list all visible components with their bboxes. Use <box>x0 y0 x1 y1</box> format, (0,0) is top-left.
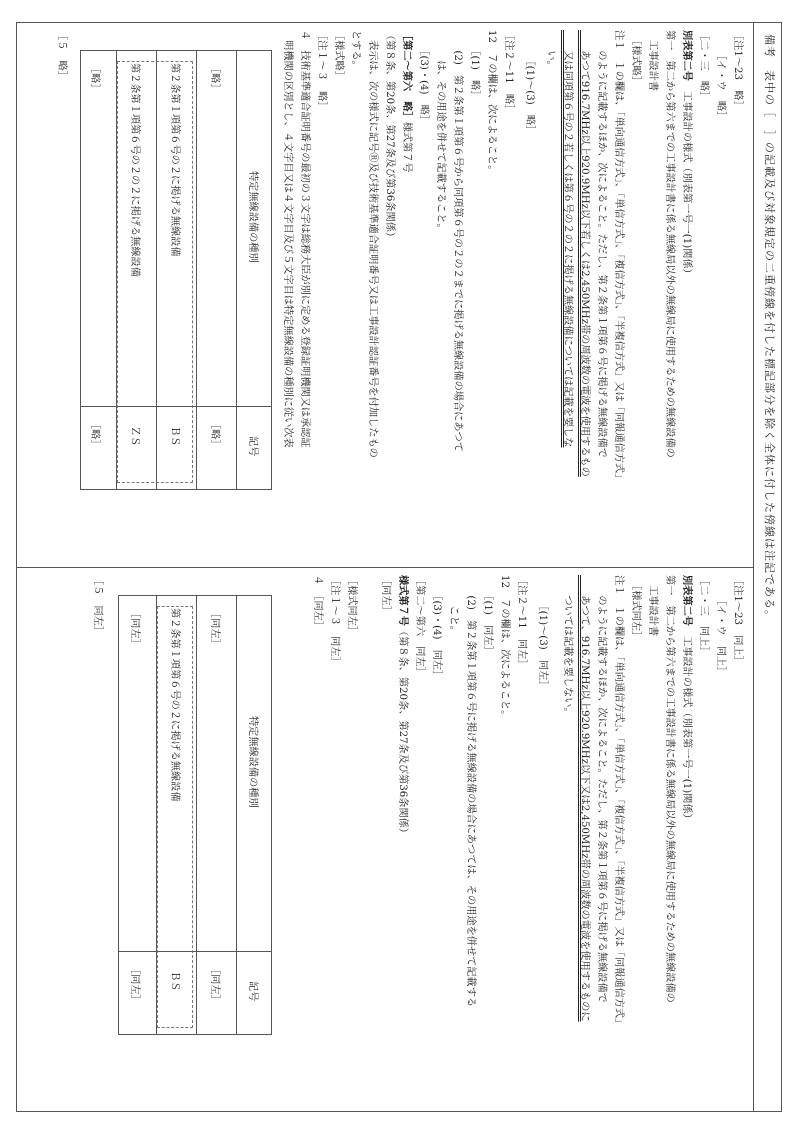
right-tail: ［５ 同左］ <box>92 575 103 637</box>
left-line: 明機関の区別とし、４文字目又は４文字目及び５文字目は特定無線設備の種別に従い次表 <box>282 30 293 448</box>
table-header: 記号 <box>247 436 258 457</box>
left-line: ［(3)・(4) 略］ <box>418 30 429 126</box>
right-heading: 別表第二号 <box>681 575 693 626</box>
left-heading: 別表第二号 <box>681 30 693 81</box>
table-cell: ［同左］ <box>129 608 140 649</box>
right-line: 注１ １の欄は、「単向通信方式」、「単信方式」、「複信方式」、「半複信方式」又は「同報通信方式」 <box>613 575 624 1029</box>
table-cell: ［略］ <box>209 419 220 450</box>
left-line: ［(1) 略］ <box>469 30 480 101</box>
table-cell: ＺＳ <box>129 426 140 447</box>
right-line: (2) 第２条第１項第６号に掲げる無線設備の場合にあつては、その用途を併せて記載する <box>465 575 476 1008</box>
left-line: ［様式略］ <box>630 30 641 87</box>
right-line: 工事設計書 <box>647 575 658 637</box>
left-line: あつて916.7MHz以上920.9MHz以下若しくは2,450MHz帯の周波数の電波を使用するもの <box>579 30 590 477</box>
right-line: ［イ・ウ 同上］ <box>715 595 726 677</box>
table-cell: ＢＳ <box>169 971 180 992</box>
right-line: ［注1～23 同上］ <box>732 575 743 666</box>
right-kind-table <box>118 595 272 1035</box>
left-line: ［様式略］ <box>333 30 344 81</box>
biko-note: 備考 表中の［ ］の記載及び対象規定の二重傍線を付した標記部分を除く全体に付した傍線は注記である。 <box>763 34 776 622</box>
table-header: 特定無線設備の種別 <box>247 716 258 808</box>
right-line: ［注２～11 同左］ <box>516 575 527 670</box>
left-line: 又は同項第６号の２若しくは第６号の２の２に掲げる無線設備については記載を要しな <box>562 30 573 448</box>
column-divider <box>16 567 754 568</box>
table-cell: 第２条第１項第６号の２の２に掲げる無線設備 <box>129 63 140 277</box>
right-line: ［(1) 同左］ <box>482 575 493 656</box>
left-line: は、その用途を併せて記載すること。 <box>435 30 446 234</box>
right-line: ［様式同左］ <box>346 575 357 637</box>
left-line: 工事設計の様式（別表第一号一(1)関係） <box>681 80 692 279</box>
table-cell: ［同左］ <box>129 964 140 1005</box>
table-cell: ［同左］ <box>209 608 220 649</box>
left-line: 第一 第二から第六までの工事設計書に係る無線局以外の無線局に使用するための無線設備の <box>664 30 675 458</box>
right-column <box>26 575 746 1103</box>
right-line: ［注１～３ 同左］ <box>329 575 340 667</box>
right-line: 工事設計の様式（別表第一号一(1)関係） <box>681 625 692 824</box>
table-cell: ［略］ <box>209 63 220 94</box>
right-line: ［(1)～(3) 同左］ <box>537 575 548 691</box>
left-line: 表示は、次の様式に記号Ⓡ及び技術基準適合証明番号又は工事設計認証番号を付加したもの <box>367 30 378 458</box>
right-line: ［様式同左］ <box>630 575 641 642</box>
left-line: ［二・三 略］ <box>698 30 709 102</box>
left-line: ［注２～11 略］ <box>503 30 514 115</box>
right-line: ついては記載を要しない。 <box>562 575 573 718</box>
table-cell: ［略］ <box>89 419 100 450</box>
right-line: こと。 <box>448 575 459 637</box>
right-line: （第８条、第20条、第27条及び第36条関係） <box>397 625 408 839</box>
left-column <box>26 30 746 558</box>
right-line: ４ ［同左］ <box>312 575 323 632</box>
left-line: （第８条、第20条、第27条及び第36条関係） <box>384 30 395 243</box>
left-kind-table <box>80 50 272 490</box>
left-line: のように記載するほか、次によること。ただし、第２条第１項第６号に掲げる無線設備で <box>596 30 607 458</box>
left-line: (2) 第２条第１項第６号から同項第６号の２の２までに掲げる無線設備の場合にあつて <box>452 30 463 452</box>
right-line: 12 ７の欄は、次によること。 <box>499 575 510 721</box>
left-line: ４ 技術基準適合証明番号の最初の３文字は総務大臣が別に定める登録証明機関又は承認証 <box>299 30 310 448</box>
left-line: い。 <box>545 30 556 71</box>
table-cell: ＢＳ <box>169 426 180 447</box>
table-cell: ［略］ <box>89 63 100 94</box>
right-line: ［同左］ <box>380 575 391 616</box>
table-header: 記号 <box>247 981 258 1002</box>
right-heading: 様式第７号 <box>397 575 409 626</box>
left-line: 工事設計書 <box>647 30 658 92</box>
table-cell: 第２条第１項第６号の２に掲げる無線設備 <box>169 63 180 257</box>
left-line: ［注1～23 略］ <box>732 30 743 111</box>
left-line: とする。 <box>350 30 361 71</box>
table-cell: 第２条第１項第６号の２に掲げる無線設備 <box>169 608 180 802</box>
left-heading: ［第二～第六 略］ <box>401 30 413 122</box>
left-tail: ［５ 略］ <box>56 30 67 81</box>
right-line: あつて、916.7MHz以上920.9MHz以下又は2,450MHz帯の周波数の電波を使用するものに <box>579 575 590 1022</box>
table-cell: ［同左］ <box>209 964 220 1005</box>
left-line: 様式第７号 <box>401 121 412 173</box>
left-line: 注１ １の欄は、「単向通信方式」、「単信方式」、「複信方式」、「半複信方式」又は「同報通信方式」 <box>613 30 624 484</box>
right-line: 第一 第二から第六までの工事設計書に係る無線局以外の無線局に使用するための無線設備の <box>664 575 675 1003</box>
table-header: 特定無線設備の種別 <box>247 171 258 263</box>
left-line: ［(1)～(3) 略］ <box>524 30 535 136</box>
right-line: のように記載するほか、次によること。ただし、第２条第１項第６号に掲げる無線設備で <box>596 575 607 1003</box>
right-line: ［第二～第六 同左］ <box>414 575 425 677</box>
left-line: 12 ７の欄は、次によること。 <box>486 30 497 176</box>
left-line: ［イ・ウ 略］ <box>715 50 726 122</box>
right-line: ［(3)・(4) 同左］ <box>431 575 442 681</box>
right-line: ［二・三 同上］ <box>698 575 709 657</box>
left-line: ［注１～３ 略］ <box>316 30 327 112</box>
